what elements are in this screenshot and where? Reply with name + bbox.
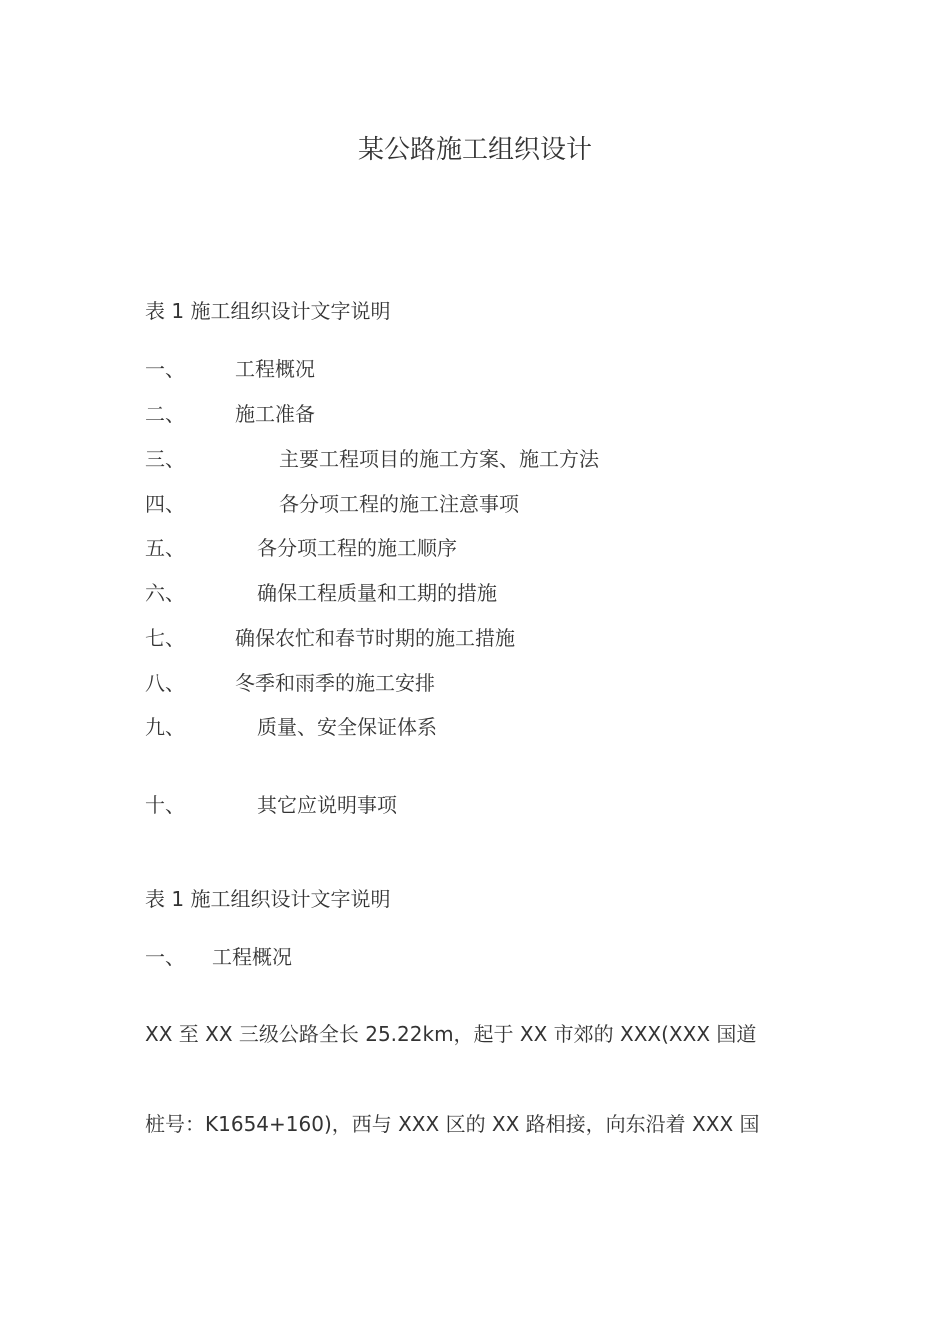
toc-number: 三、	[145, 447, 185, 471]
toc-number: 九、	[145, 715, 185, 739]
toc-text: 确保农忙和春节时期的施工措施	[235, 626, 515, 650]
toc-text: 确保工程质量和工期的措施	[257, 581, 497, 605]
toc-number: 六、	[145, 581, 185, 605]
document-title: 某公路施工组织设计	[357, 135, 592, 165]
toc-number: 一、	[145, 357, 185, 381]
toc-text: 工程概况	[235, 357, 315, 381]
paragraph-line-2: 桩号：K1654+160)，西与 XXX 区的 XX 路相接，向东沿着 XXX 国	[145, 1112, 760, 1136]
section-title: 工程概况	[212, 945, 292, 969]
toc-text: 施工准备	[235, 402, 315, 426]
toc-number: 十、	[145, 793, 185, 817]
toc-number: 二、	[145, 402, 185, 426]
section-number: 一、	[145, 945, 185, 969]
toc-number: 七、	[145, 626, 185, 650]
paragraph-line-1: XX 至 XX 三级公路全长 25.22km，起于 XX 市郊的 XXX(XXX 国道	[145, 1022, 757, 1046]
toc-text: 主要工程项目的施工方案、施工方法	[279, 447, 599, 471]
toc-text: 其它应说明事项	[257, 793, 397, 817]
toc-number: 八、	[145, 671, 185, 695]
toc-number: 五、	[145, 536, 185, 560]
table-heading: 表 1 施工组织设计文字说明	[145, 299, 391, 323]
table-heading-2: 表 1 施工组织设计文字说明	[145, 887, 391, 911]
toc-text: 冬季和雨季的施工安排	[235, 671, 435, 695]
toc-text: 各分项工程的施工顺序	[257, 536, 457, 560]
toc-number: 四、	[145, 492, 185, 516]
toc-text: 质量、安全保证体系	[257, 715, 437, 739]
toc-text: 各分项工程的施工注意事项	[279, 492, 519, 516]
